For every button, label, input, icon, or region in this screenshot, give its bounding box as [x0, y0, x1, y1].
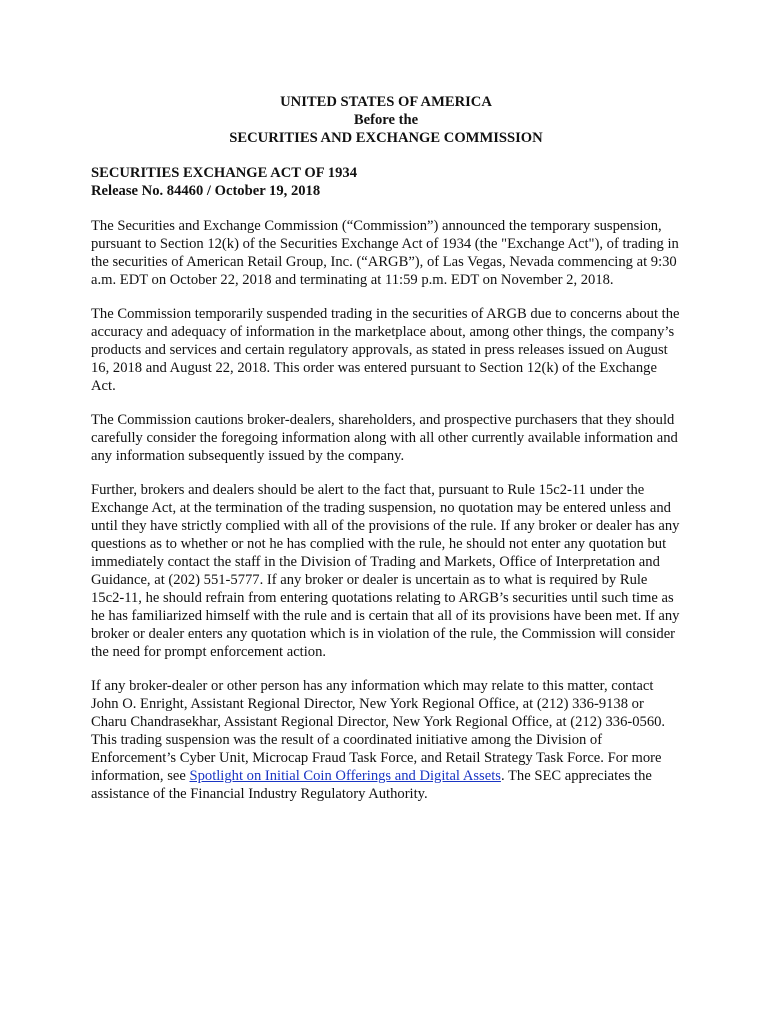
- release-number: Release No. 84460 / October 19, 2018: [91, 183, 321, 199]
- contact-closing-text: . The SEC appreciates the assistance of the Financial Industry Regulatory Authority.: [91, 768, 652, 802]
- heading-country: UNITED STATES OF AMERICA: [280, 94, 492, 110]
- document-heading: [91, 93, 681, 147]
- heading-commission: SECURITIES AND EXCHANGE COMMISSION: [229, 130, 543, 146]
- paragraph-reason: The Commission temporarily suspended trading in the securities of ARGB due to concerns about the accuracy and adequacy of information in the marketplace about, among other things, the company’s products and services and certain regulatory approvals, as stated in press releases issued on August 16, 2018 and August 22, 2018. This order was entered pursuant to Section 12(k) of the Exchange Act.: [91, 306, 680, 394]
- document-body: [91, 93, 681, 819]
- spotlight-link[interactable]: Spotlight on Initial Coin Offerings and Digital Assets: [189, 768, 501, 784]
- paragraph-caution: The Commission cautions broker-dealers, shareholders, and prospective purchasers that they should carefully consider the foregoing information along with all other currently available information and any information subsequently issued by the company.: [91, 412, 678, 464]
- paragraph-rule-15c2-11: Further, brokers and dealers should be alert to the fact that, pursuant to Rule 15c2-11 under the Exchange Act, at the termination of the trading suspension, no quotation may be entered unless and until they have strictly complied with all of the provisions of the rule. If any broker or dealer has any questions as to whether or not he has complied with the rule, he should not enter any quotation but immediately contact the staff in the Division of Trading and Markets, Office of Interpretation and Guidance, at (202) 551-5777. If any broker or dealer is uncertain as to what is required by Rule 15c2-11, he should refrain from entering quotations relating to ARGB’s securities until such time as he has familiarized himself with the rule and is certain that all of its provisions have been met. If any broker or dealer enters any quotation which is in violation of the rule, the Commission will consider the need for prompt enforcement action.: [91, 482, 680, 660]
- heading-before: Before the: [353, 112, 419, 128]
- act-heading: [91, 164, 681, 200]
- paragraph-announcement: The Securities and Exchange Commission (“Commission”) announced the temporary suspension, pursuant to Section 12(k) of the Securities Exchange Act of 1934 (the "Exchange Act"), of trading in the securities of American Retail Group, Inc. (“ARGB”), of Las Vegas, Nevada commencing at 9:30 a.m. EDT on October 22, 2018 and terminating at 11:59 p.m. EDT on November 2, 2018.: [91, 218, 679, 288]
- contact-text: If any broker-dealer or other person has any information which may relate to this matter, contact John O. Enright, Assistant Regional Director, New York Regional Office, at (212) 336-9138 or Charu Chandrasekhar, Assistant Regional Director, New York Regional Office, at (212) 336-0560. This trading suspension was the result of a coordinated initiative among the Division of Enforcement’s Cyber Unit, Microcap Fraud Task Force, and Retail Strategy Task Force. For more information, see: [91, 678, 666, 784]
- act-title: SECURITIES EXCHANGE ACT OF 1934: [91, 165, 357, 181]
- paragraph-contact: [91, 677, 681, 803]
